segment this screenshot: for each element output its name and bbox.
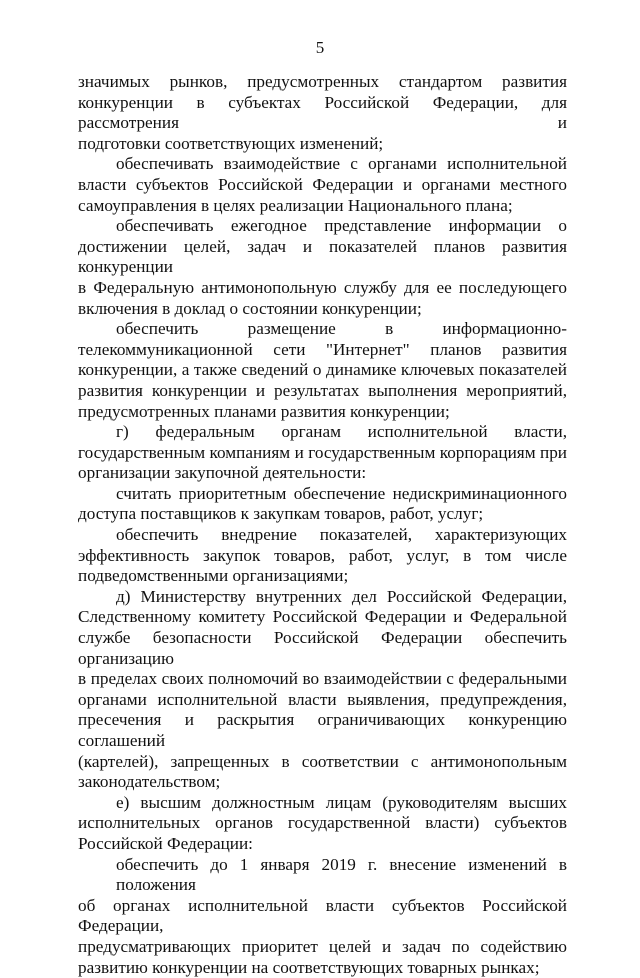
text-line: (картелей), запрещенных в соответствии с антимонопольным	[78, 751, 567, 771]
text-line: значимых рынков, предусмотренных стандартом развития	[78, 72, 567, 91]
paragraph	[78, 154, 567, 216]
page-number: 5	[315, 38, 325, 57]
text-line: конкуренции, а также сведений о динамике ключевых показателей	[78, 360, 567, 380]
paragraph	[78, 216, 567, 319]
text-line: е) высшим должностным лицам (руководителям высших	[116, 792, 567, 812]
text-line: Российской Федерации:	[78, 833, 253, 853]
text-line: об органах исполнительной власти субъектов Российской Федерации,	[78, 895, 567, 936]
text-line: обеспечить размещение в информационно-	[116, 319, 567, 339]
paragraph	[78, 422, 567, 484]
text-line: телекоммуникационной сети "Интернет" планов развития	[78, 339, 567, 359]
paragraph	[78, 793, 567, 855]
text-line: органами исполнительной власти выявления, предупреждения,	[78, 689, 567, 709]
text-line: достижении целей, задач и показателей планов развития конкуренции	[78, 236, 567, 277]
text-line: подготовки соответствующих изменений;	[78, 133, 384, 153]
text-line: включения в доклад о состоянии конкуренции;	[78, 298, 422, 318]
text-line: доступа поставщиков к закупкам товаров, работ, услуг;	[78, 504, 484, 524]
document-body	[78, 72, 567, 978]
paragraph	[78, 319, 567, 422]
text-line: самоуправления в целях реализации Национального плана;	[78, 195, 513, 215]
text-line: власти субъектов Российской Федерации и органами местного	[78, 174, 567, 194]
text-line: эффективность закупок товаров, работ, услуг, в том числе	[78, 545, 567, 565]
paragraph	[78, 855, 567, 978]
text-line: в Федеральную антимонопольную службу для ее последующего	[78, 277, 567, 297]
text-line: предусмотренных планами развития конкуренции;	[78, 401, 450, 421]
text-line: конкуренции в субъектах Российской Федерации, для рассмотрения и	[78, 92, 567, 133]
text-line: подведомственными организациями;	[78, 566, 349, 586]
text-line: пресечения и раскрытия ограничивающих конкуренцию соглашений	[78, 710, 567, 750]
text-line: развитию конкуренции на соответствующих товарных рынках;	[78, 957, 540, 977]
paragraph	[78, 72, 567, 154]
text-line: считать приоритетным обеспечение недискриминационного	[116, 483, 567, 503]
text-line: исполнительных органов государственной власти) субъектов	[78, 813, 567, 833]
text-line: организации закупочной деятельности:	[78, 463, 367, 483]
paragraph	[78, 484, 567, 525]
paragraph	[78, 525, 567, 587]
text-line: обеспечивать взаимодействие с органами исполнительной	[116, 154, 567, 174]
text-line: обеспечить внедрение показателей, характеризующих	[116, 525, 567, 545]
text-line: развития конкуренции и результатах выполнения мероприятий,	[78, 380, 567, 400]
text-line: предусматривающих приоритет целей и задач по содействию	[78, 936, 567, 956]
text-line: государственным компаниям и государственным корпорациям при	[78, 442, 567, 462]
text-line: законодательством;	[78, 772, 221, 792]
paragraph	[78, 587, 567, 793]
text-line: обеспечивать ежегодное представление информации о	[116, 216, 567, 236]
text-line: службе безопасности Российской Федерации обеспечить организацию	[78, 628, 567, 668]
text-line: д) Министерству внутренних дел Российской Федерации,	[116, 586, 567, 606]
text-line: Следственному комитету Российской Федерации и Федеральной	[78, 607, 567, 627]
text-line: обеспечить до 1 января 2019 г. внесение изменений в положения	[116, 854, 567, 895]
text-line: в пределах своих полномочий во взаимодействии с федеральными	[78, 669, 567, 689]
text-line: г) федеральным органам исполнительной власти,	[116, 422, 567, 442]
